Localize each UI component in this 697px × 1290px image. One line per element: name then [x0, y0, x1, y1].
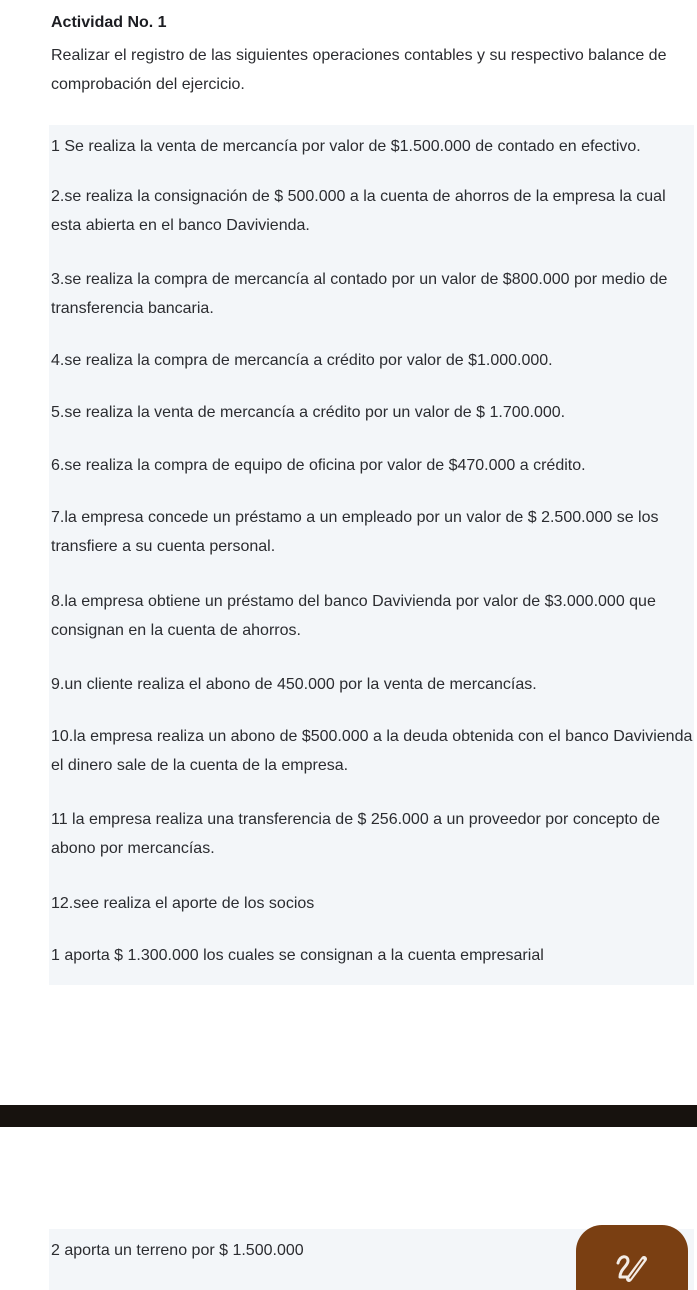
operation-item: 6.se realiza la compra de equipo de oficina por valor de $470.000 a crédito. — [51, 457, 586, 474]
operation-item: 2.se realiza la consignación de $ 500.000 a la cuenta de ahorros de la empresa la cual esta abierta en el banco Davivienda. — [51, 188, 666, 234]
operation-item: 5.se realiza la venta de mercancía a crédito por un valor de $ 1.700.000. — [51, 404, 566, 421]
operation-item: 11 la empresa realiza una transferencia de $ 256.000 a un proveedor por concepto de abono por mercancías. — [51, 811, 660, 857]
operation-item: 1 aporta $ 1.300.000 los cuales se consignan a la cuenta empresarial — [51, 947, 544, 964]
page-title: Actividad No. 1 — [51, 14, 167, 31]
operation-item: 3.se realiza la compra de mercancía al contado por un valor de $800.000 por medio de transferencia bancaria. — [51, 271, 668, 317]
operation-item: 9.un cliente realiza el abono de 450.000 por la venta de mercancías. — [51, 676, 537, 693]
operation-item: 4.se realiza la compra de mercancía a crédito por valor de $1.000.000. — [51, 352, 553, 369]
page-divider-band — [0, 1105, 697, 1127]
intro-paragraph: Realizar el registro de las siguientes operaciones contables y su respectivo balance de comprobación del ejercicio. — [51, 47, 667, 93]
operation-item: 1 Se realiza la venta de mercancía por valor de $1.500.000 de contado en efectivo. — [51, 138, 641, 155]
operation-item: 12.see realiza el aporte de los socios — [51, 895, 315, 912]
edit-floating-button[interactable] — [576, 1225, 688, 1290]
operation-item: 10.la empresa realiza un abono de $500.000 a la deuda obtenida con el banco Davivienda el dinero sale de la cuenta de la empresa. — [51, 728, 693, 774]
operations-panel — [49, 125, 694, 985]
operation-item: 7.la empresa concede un préstamo a un empleado por un valor de $ 2.500.000 se los transfiere a su cuenta personal. — [51, 509, 659, 555]
edit-pencil-icon — [614, 1249, 650, 1285]
operation-item: 2 aporta un terreno por $ 1.500.000 — [51, 1242, 304, 1259]
operation-item: 8.la empresa obtiene un préstamo del banco Davivienda por valor de $3.000.000 que consignan en la cuenta de ahorros. — [51, 593, 656, 639]
